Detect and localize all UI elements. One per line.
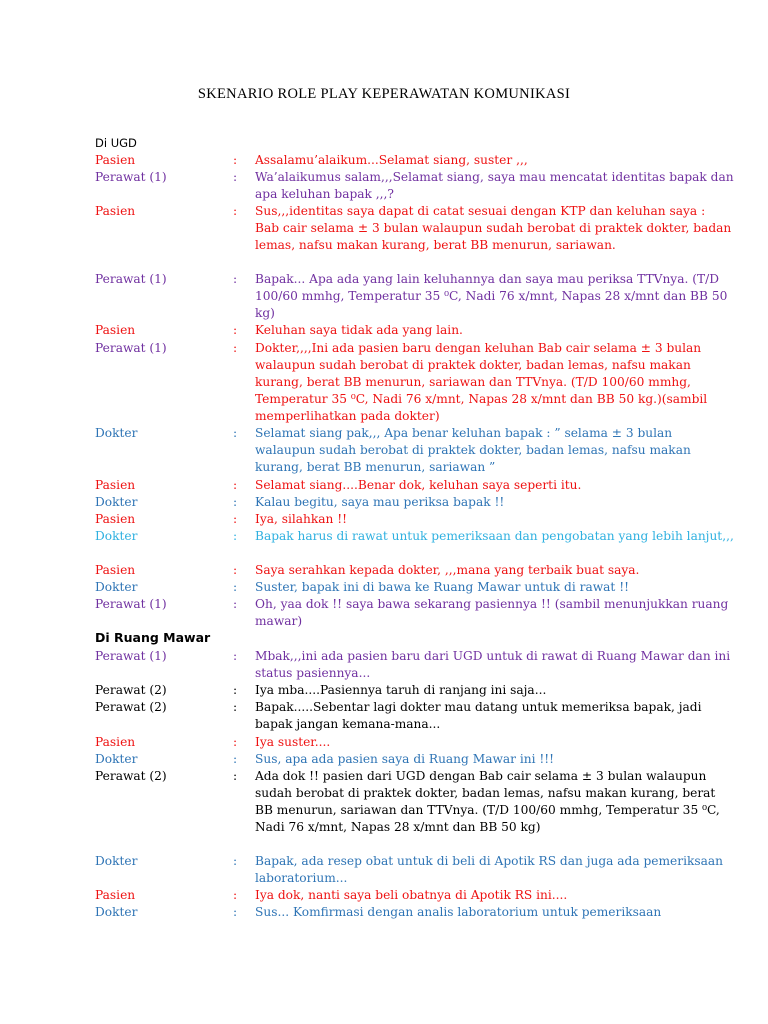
separator: : [233,735,238,749]
separator: : [233,649,238,663]
dialogue-text: Iya suster.... [255,735,331,749]
speaker-label: Dokter [95,495,138,509]
dialogue-line [95,203,735,254]
separator: : [233,888,238,902]
separator: : [233,700,238,714]
document-title: SKENARIO ROLE PLAY KEPERAWATAN KOMUNIKASI [197,86,571,102]
dialogue-line [95,322,735,339]
dialogue-line [95,768,735,836]
speaker-label: Dokter [95,854,138,868]
separator: : [233,752,238,766]
dialogue-text: Ada dok !! pasien dari UGD dengan Bab cair selama ± 3 bulan walaupun sudah berobat di praktek dokter, badan lemas, nafsu makan kurang, berat BB menurun, sariawan dan TTVnya. (T/D 100/60 mmhg, Temperatur 35 ⁰C, Nadi 76 x/mnt, Napas 28 x/mnt dan BB 50 kg) [255,769,720,835]
dialogue-line [95,477,735,494]
separator: : [233,769,238,783]
dialogue-line [95,152,735,169]
speaker-label: Pasien [95,323,136,337]
separator: : [233,426,238,440]
dialogue-text: Suster, bapak ini di bawa ke Ruang Mawar untuk di rawat !! [255,580,629,594]
dialogue-text: Iya dok, nanti saya beli obatnya di Apotik RS ini.... [255,888,568,902]
speaker-label: Perawat (2) [95,683,167,697]
dialogue-text: Bapak, ada resep obat untuk di beli di Apotik RS dan juga ada pemeriksaan laboratorium... [255,854,724,886]
separator: : [233,272,238,286]
separator: : [233,512,238,526]
dialogue-line [95,699,735,733]
dialogue-line [95,511,735,528]
separator: : [233,323,238,337]
separator: : [233,204,238,218]
dialogue-line [95,169,735,203]
speaker-label: Pasien [95,888,136,902]
speaker-label: Dokter [95,426,138,440]
dialogue-text: Sus,,,identitas saya dapat di catat sesuai dengan KTP dan keluhan saya : Bab cair selama ± 3 bulan walaupun sudah berobat di praktek dokter, badan lemas, nafsu makan kurang, berat BB menurun, sariawan. [255,204,732,253]
separator: : [233,170,238,184]
speaker-label: Perawat (1) [95,649,167,663]
dialogue-line [95,528,735,545]
speaker-label: Perawat (1) [95,170,167,184]
dialogue-text: Iya, silahkan !! [255,512,348,526]
dialogue-line [95,271,735,322]
separator: : [233,905,238,919]
dialogue-line [95,562,735,579]
dialogue-text: Wa’alaikumus salam,,,Selamat siang, saya mau mencatat identitas bapak dan apa keluhan bapak ,,,? [255,170,734,202]
dialogue-text: Sus, apa ada pasien saya di Ruang Mawar ini !!! [255,752,555,766]
dialogue-text: Sus... Komfirmasi dengan analis laboratorium untuk pemeriksaan [255,905,662,919]
speaker-label: Perawat (2) [95,700,167,714]
dialogue-line [95,887,735,904]
speaker-label: Pasien [95,563,136,577]
dialogue-line [95,494,735,511]
section-heading-ugd: Di UGD [95,136,137,150]
dialogue-line [95,853,735,887]
dialogue-text: Bapak harus di rawat untuk pemeriksaan dan pengobatan yang lebih lanjut,,, [255,529,734,543]
dialogue-text: Assalamu’alaikum...Selamat siang, suster ,,, [255,153,528,167]
speaker-label: Pasien [95,204,136,218]
speaker-label: Pasien [95,735,136,749]
separator: : [233,153,238,167]
separator: : [233,529,238,543]
speaker-label: Perawat (1) [95,341,167,355]
speaker-label: Dokter [95,752,138,766]
separator: : [233,341,238,355]
dialogue-text: Iya mba....Pasiennya taruh di ranjang ini saja... [255,683,547,697]
section-heading-ruang-mawar: Di Ruang Mawar [95,630,211,645]
speaker-label: Pasien [95,512,136,526]
speaker-label: Perawat (2) [95,769,167,783]
dialogue-text: Kalau begitu, saya mau periksa bapak !! [255,495,505,509]
dialogue-line [95,682,735,699]
separator: : [233,563,238,577]
dialogue-line [95,340,735,425]
dialogue-text: Mbak,,,ini ada pasien baru dari UGD untuk di rawat di Ruang Mawar dan ini status pasiennya... [255,649,731,681]
speaker-label: Perawat (1) [95,597,167,611]
speaker-label: Dokter [95,580,138,594]
dialogue-text: Saya serahkan kepada dokter, ,,,mana yang terbaik buat saya. [255,563,640,577]
dialogue-line [95,751,735,768]
dialogue-text: Keluhan saya tidak ada yang lain. [255,323,463,337]
dialogue-text: Selamat siang....Benar dok, keluhan saya seperti itu. [255,478,582,492]
dialogue-text: Selamat siang pak,,, Apa benar keluhan bapak : ” selama ± 3 bulan walaupun sudah berobat di praktek dokter, badan lemas, nafsu makan kurang, berat BB menurun, sariawan ” [255,426,691,475]
speaker-label: Pasien [95,153,136,167]
dialogue-text: Dokter,,,,Ini ada pasien baru dengan keluhan Bab cair selama ± 3 bulan walaupun sudah berobat di praktek dokter, badan lemas, nafsu makan kurang, berat BB menurun, sariawan dan TTVnya. (T/D 100/60 mmhg, Temperatur 35 ⁰C, Nadi 76 x/mnt, Napas 28 x/mnt dan BB 50 kg.)(sambil memperlihatkan pada dokter) [255,341,708,424]
separator: : [233,597,238,611]
dialogue-line [95,648,735,682]
speaker-label: Pasien [95,478,136,492]
dialogue-line [95,904,735,921]
separator: : [233,580,238,594]
separator: : [233,495,238,509]
separator: : [233,683,238,697]
dialogue-line [95,596,735,630]
dialogue-text: Bapak... Apa ada yang lain keluhannya dan saya mau periksa TTVnya. (T/D 100/60 mmhg, Temperatur 35 ⁰C, Nadi 76 x/mnt, Napas 28 x/mnt dan BB 50 kg) [255,272,728,321]
dialogue-text: Bapak.....Sebentar lagi dokter mau datang untuk memeriksa bapak, jadi bapak jangan kemana-mana... [255,700,702,732]
separator: : [233,854,238,868]
speaker-label: Dokter [95,529,138,543]
dialogue-line [95,734,735,751]
dialogue-text: Oh, yaa dok !! saya bawa sekarang pasiennya !! (sambil menunjukkan ruang mawar) [255,597,729,629]
dialogue-line [95,425,735,476]
speaker-label: Perawat (1) [95,272,167,286]
dialogue-line [95,579,735,596]
separator: : [233,478,238,492]
speaker-label: Dokter [95,905,138,919]
